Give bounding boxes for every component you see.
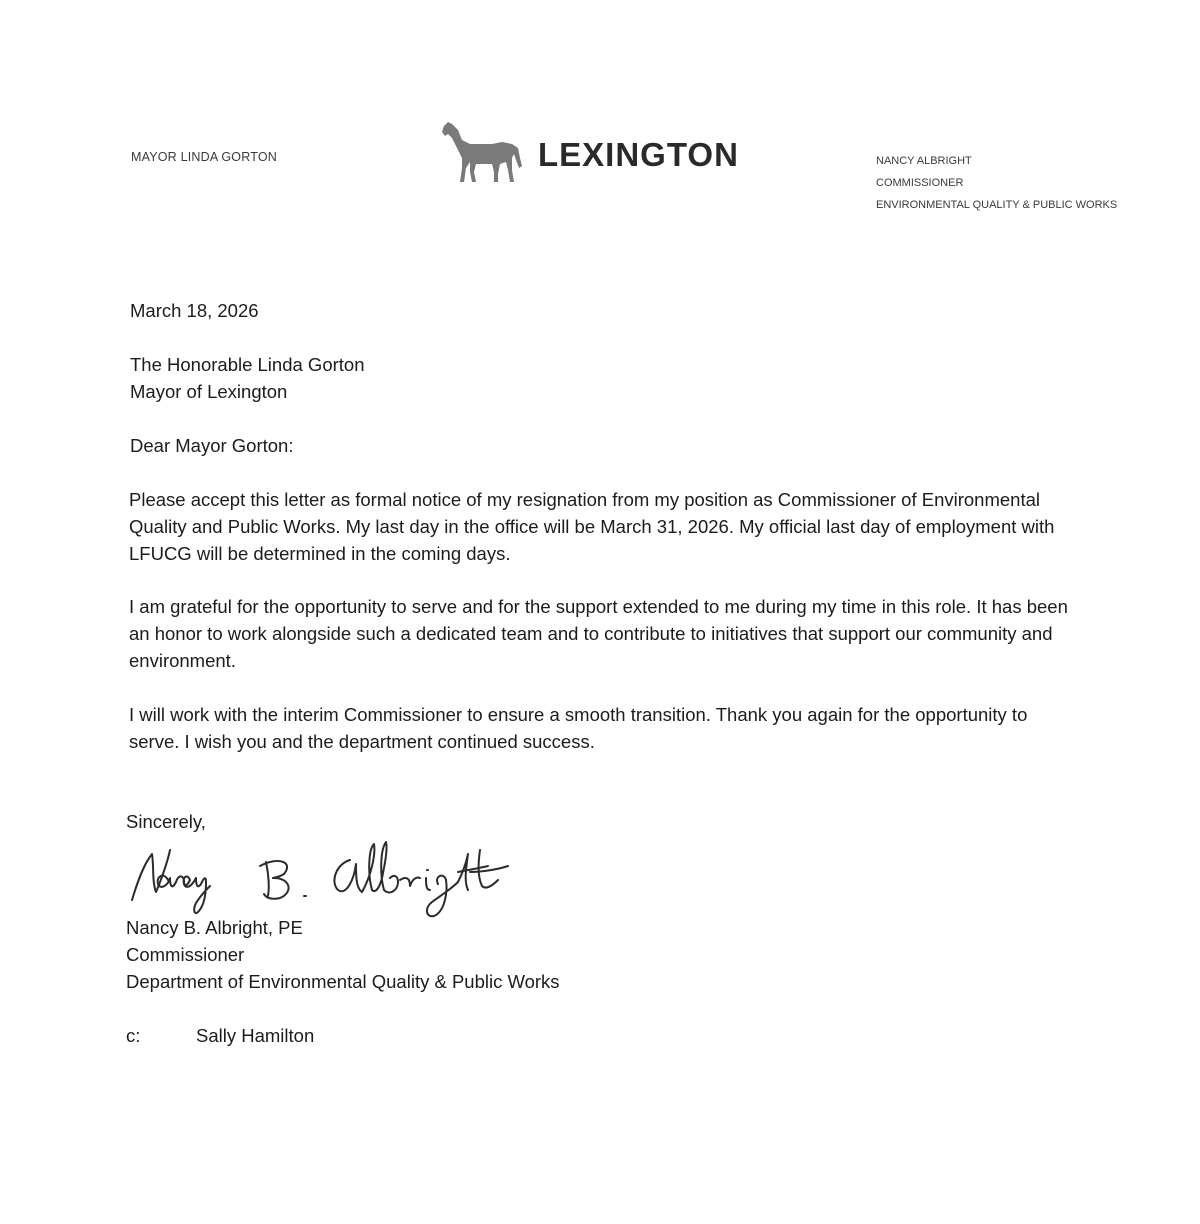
salutation: Dear Mayor Gorton: (130, 435, 294, 456)
cc-label: c: (126, 1025, 141, 1046)
signer-department: Department of Environmental Quality & Public Works (126, 971, 560, 992)
lexington-logo (440, 118, 760, 190)
cc-name: Sally Hamilton (196, 1025, 315, 1046)
recipient-title: Mayor of Lexington (130, 381, 288, 402)
body-paragraph: I am grateful for the opportunity to serve and for the support extended to me during my time in this role. It has been an honor to work alongside such a dedicated team and to contribute to initiatives that support our community and environment. (129, 596, 1068, 671)
horse-icon (440, 118, 524, 188)
signer-name: Nancy B. Albright, PE (126, 917, 303, 938)
body-paragraph: Please accept this letter as formal notice of my resignation from my position as Commissioner of Environmental Quality and Public Works. My last day in the office will be March 31, 2026. My official last day of employment with LFUCG will be determined in the coming days. (129, 489, 1055, 564)
letterhead-mayor: MAYOR LINDA GORTON (131, 150, 277, 164)
sender-department: ENVIRONMENTAL QUALITY & PUBLIC WORKS (876, 199, 1118, 211)
letter-date: March 18, 2026 (130, 300, 259, 321)
sender-title: COMMISSIONER (876, 177, 964, 189)
body-paragraph: I will work with the interim Commissioner to ensure a smooth transition. Thank you again for the opportunity to serve. I wish you and the department continued success. (129, 704, 1028, 752)
lexington-wordmark: LEXINGTON (538, 136, 739, 173)
sender-name: NANCY ALBRIGHT (876, 155, 972, 167)
letterhead-sender (876, 150, 1117, 216)
signer-block (126, 914, 560, 995)
closing: Sincerely, (126, 811, 206, 832)
recipient-name: The Honorable Linda Gorton (130, 354, 365, 375)
signer-title: Commissioner (126, 944, 245, 965)
recipient-block (130, 351, 364, 405)
cc-line (126, 1022, 314, 1049)
